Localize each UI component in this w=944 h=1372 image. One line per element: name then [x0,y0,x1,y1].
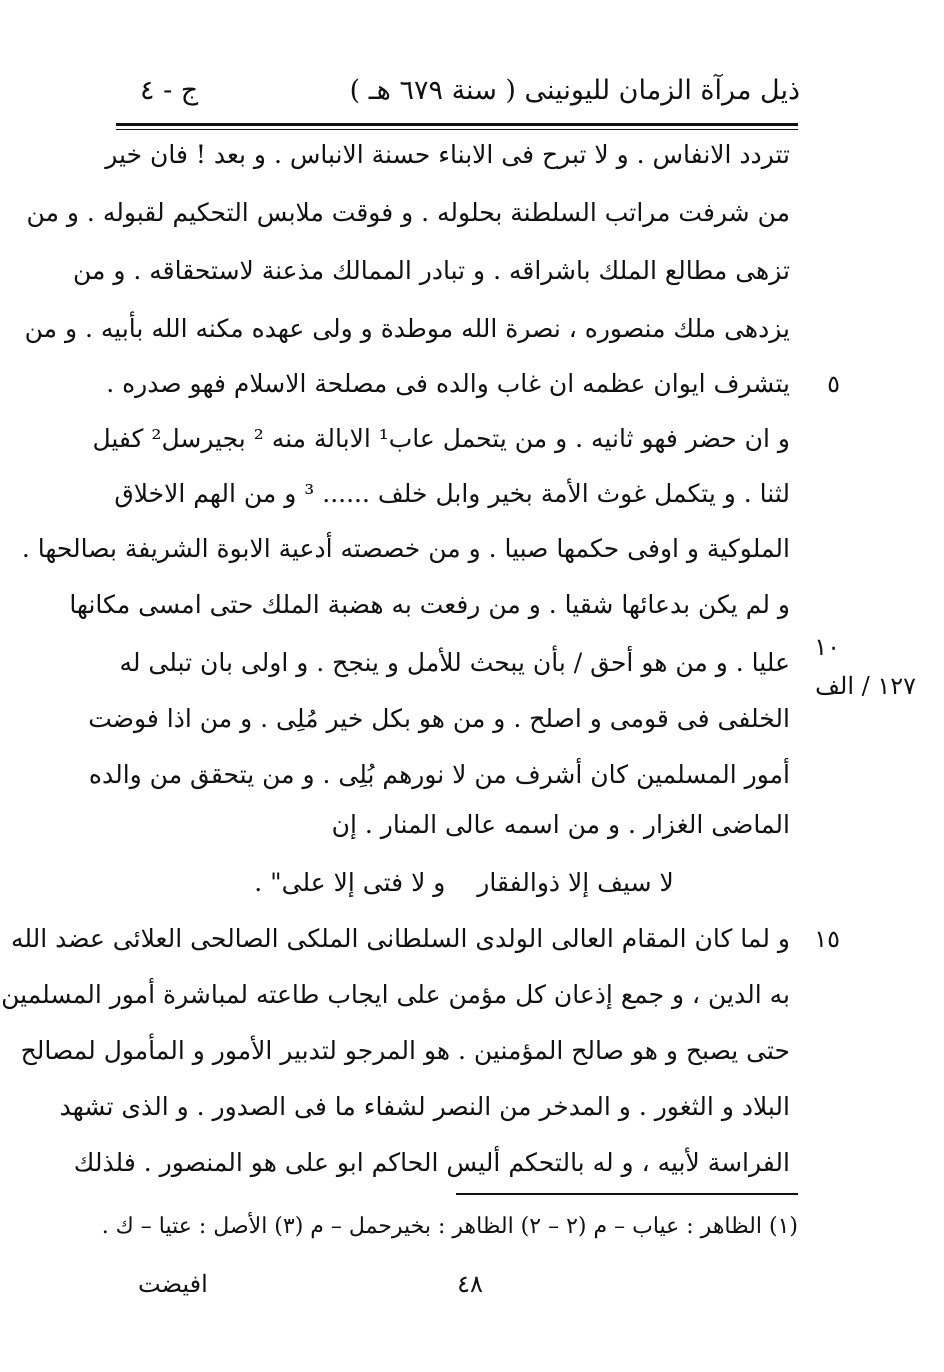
text-line: أمور المسلمين كان أشرف من لا نورهم بُلِى . و من يتحقق من والده [88,760,790,789]
text-line: تتردد الانفاس . و لا تبرح فى الابناء حسنة الانباس . و بعد ! فان خير [105,140,790,169]
text-line: الخلفى فى قومى و اصلح . و من هو بكل خير مُلِى . و من اذا فوضت [88,704,790,733]
text-line: الفراسة لأبيه ، و له بالتحكم أليس الحاكم ابو على هو المنصور . فلذلك [73,1148,790,1177]
text-line: من شرفت مراتب السلطنة بحلوله . و فوقت ملابس التحكيم لقبوله . و من [26,198,790,227]
line-number-15: ١٥ [814,925,840,953]
text-line: و لما كان المقام العالى الولدى السلطانى الملكى الصالحى العلائى عضد الله [10,924,790,953]
text-line: الماضى الغزار . و من اسمه عالى المنار . إن [331,810,790,839]
page-number: ٤٨ [457,1270,483,1298]
text-line: به الدين ، و جمع إذعان كل مؤمن على ايجاب طاعته لمباشرة أمور المسلمين [1,980,790,1009]
footnote: (١) الظاهر : عياب – م (٢ – ٢) الظاهر : بخيرحمل – م (٣) الأصل : عتيا – ك . [101,1214,798,1239]
header-rule-thick [116,123,798,126]
running-header [120,66,800,116]
text-line: حتى يصبح و هو صالح المؤمنين . هو المرجو لتدبير الأمور و المأمول لمصالح [20,1036,790,1065]
text-line: يتشرف ايوان عظمه ان غاب والده فى مصلحة الاسلام فهو صدره . [106,369,790,398]
text-line: البلاد و الثغور . و المدخر من النصر لشفاء ما فى الصدور . و الذى تشهد [59,1092,790,1121]
footnote-rule [456,1193,798,1195]
text-line: يزدهى ملك منصوره ، نصرة الله موطدة و ولى عهده مكنه الله بأبيه . و من [24,314,790,343]
folio-margin-note: ١٢٧ / الف [815,672,916,700]
text-line: لثنا . و يتكمل غوث الأمة بخير وابل خلف ...... ³ و من الهم الاخلاق [114,479,790,508]
catchword: افيضت [138,1270,208,1298]
poem-verse [138,858,790,908]
text-line: الملوكية و اوفى حكمها صبيا . و من خصصته أدعية الابوة الشريفة بصالحها . [21,534,790,563]
text-line: تزهى مطالع الملك باشراقه . و تبادر الممالك مذعنة لاستحقاقه . و من [73,256,790,285]
line-number-5: ٥ [827,370,840,398]
text-line: و لم يكن بدعائها شقيا . و من رفعت به هضبة الملك حتى امسى مكانها [69,590,790,619]
text-line: عليا . و من هو أحق / بأن يبحث للأمل و ينجح . و اولى بان تبلى له [119,648,790,677]
line-number-10: ١٠ [814,633,840,661]
text-line: و ان حضر فهو ثانيه . و من يتحمل عاب¹ الابالة منه ² بجيرسل² كفيل [92,424,790,453]
poem-hemistich-left: و لا فتى إلا على" . [254,868,446,897]
poem-hemistich-right: لا سيف إلا ذوالفقار [477,868,674,897]
header-volume: ج - ٤ [140,75,199,106]
header-title: ذيل مرآة الزمان لليونينى ( سنة ٦٧٩ هـ ) [349,75,800,106]
